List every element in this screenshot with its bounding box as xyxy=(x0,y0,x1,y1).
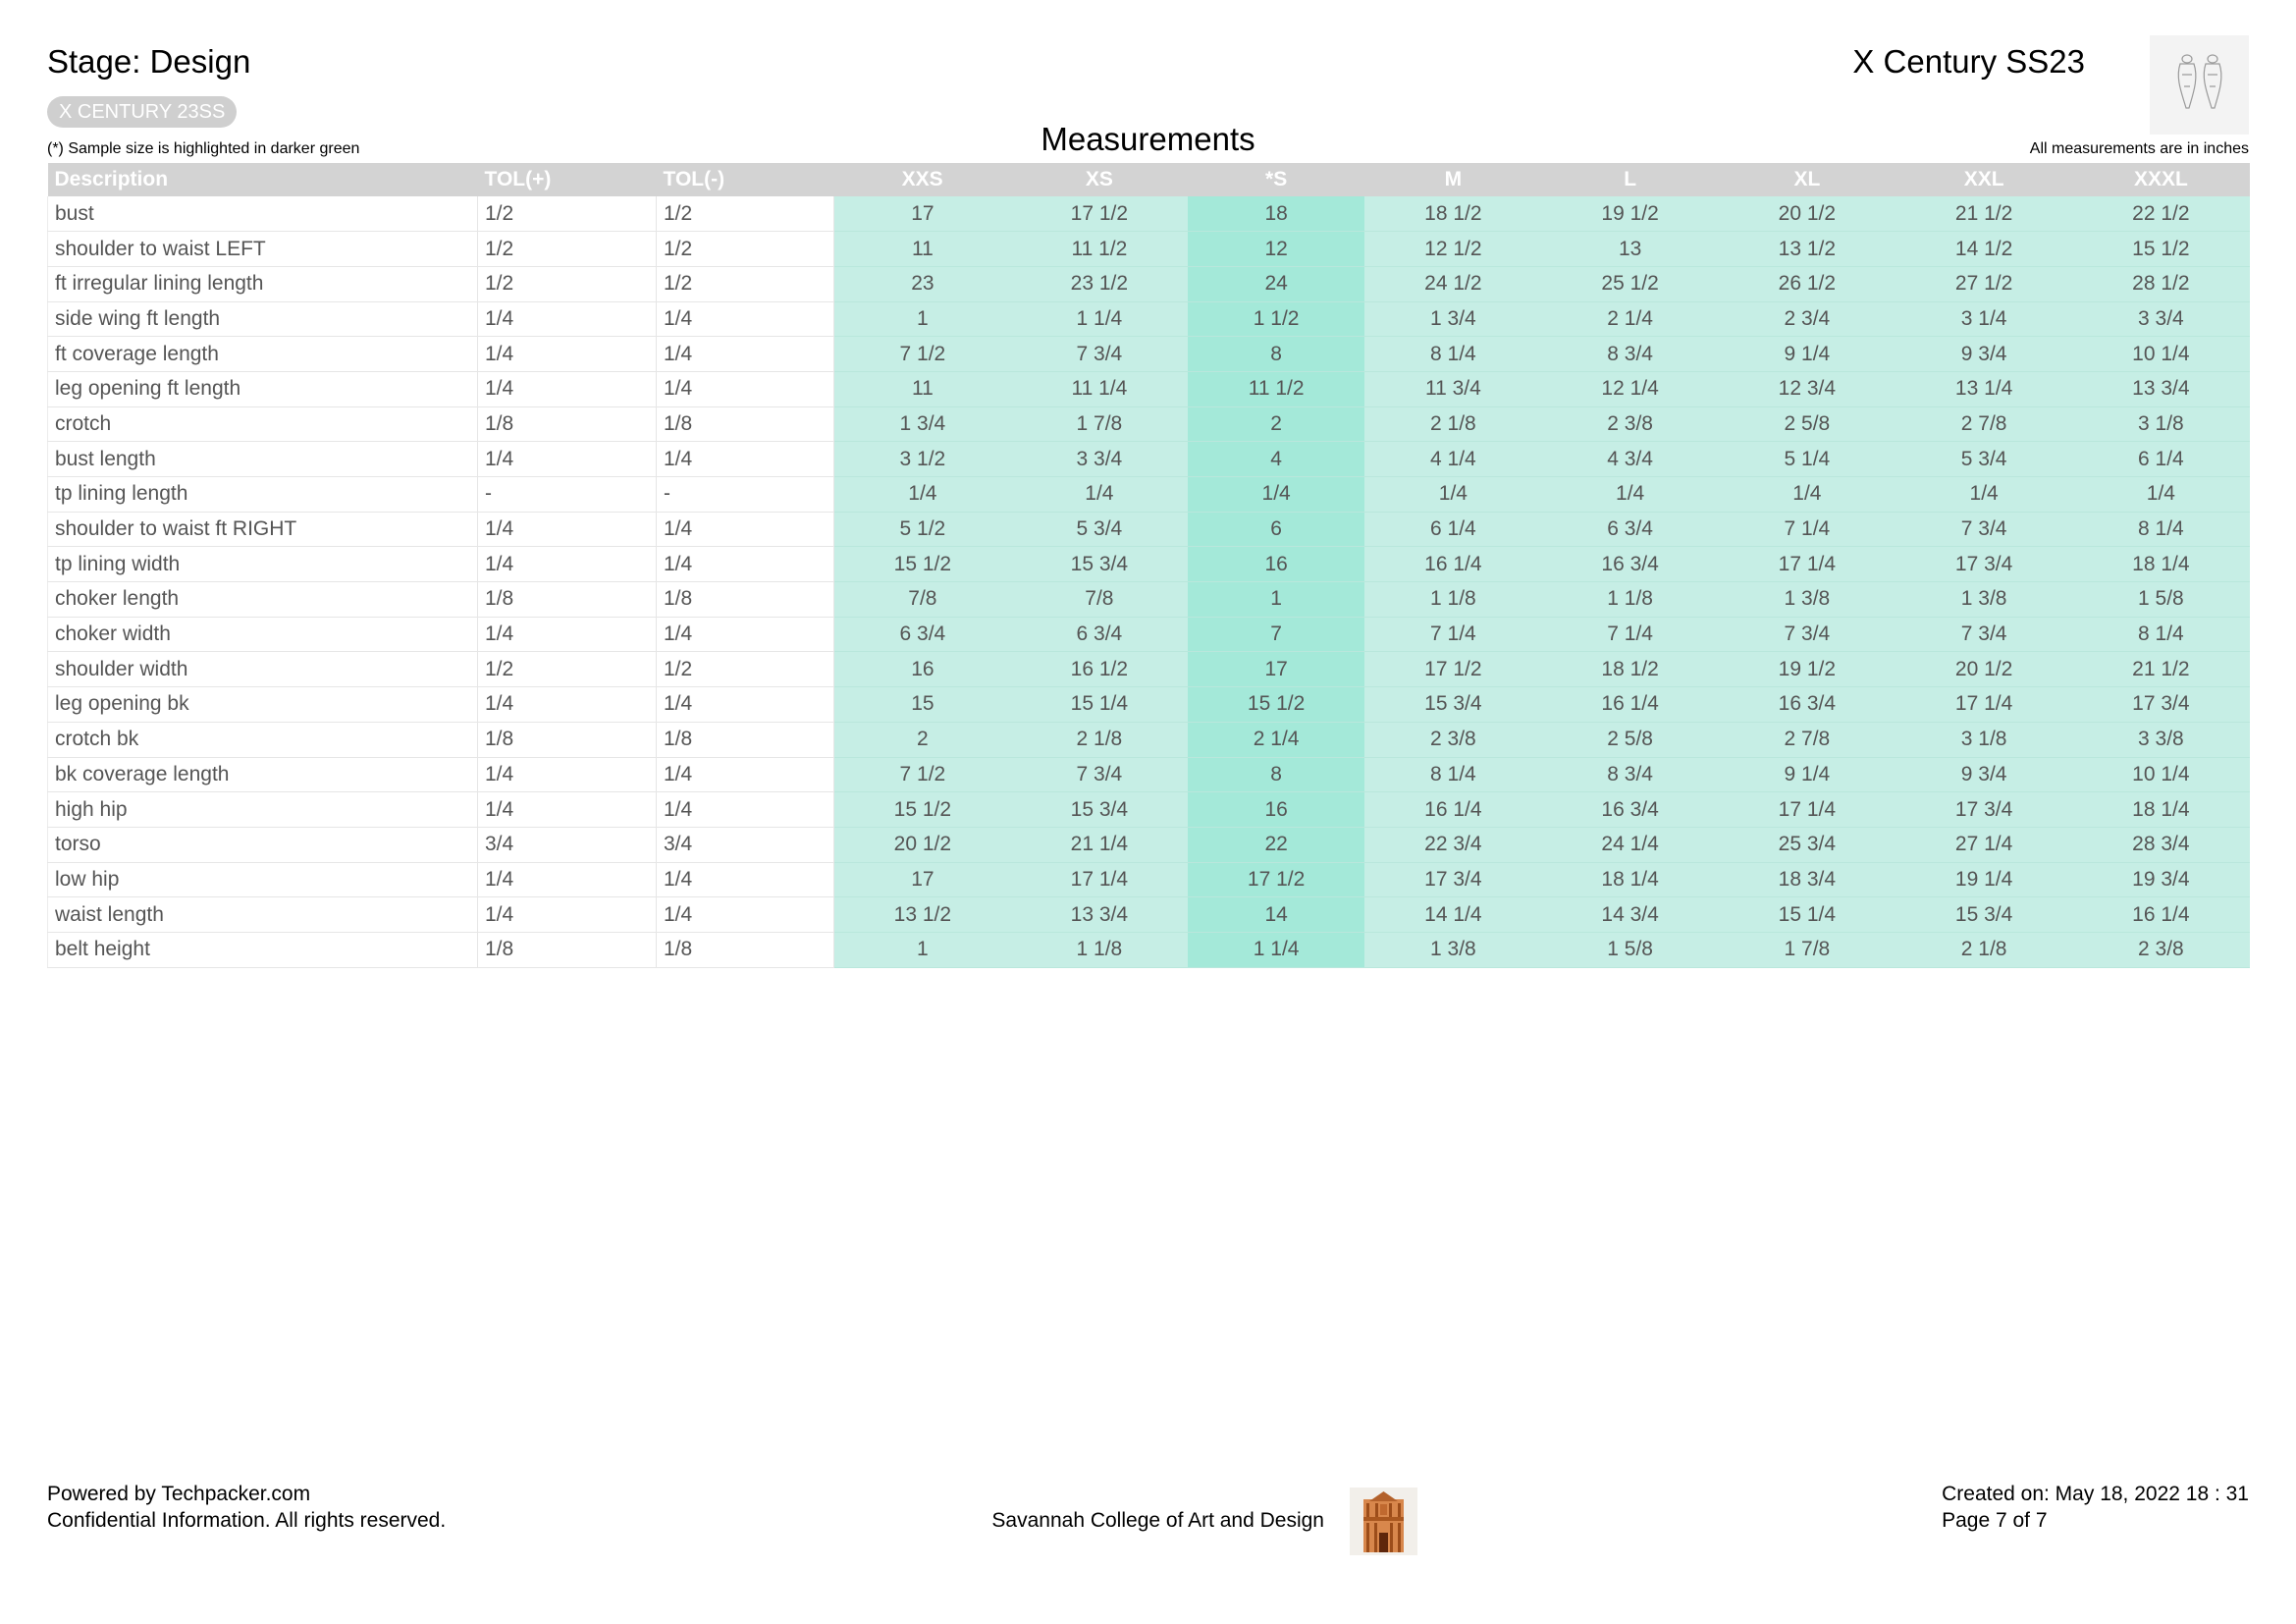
size-cell-xxl: 21 1/2 xyxy=(1896,196,2072,232)
size-cell-xl: 17 1/4 xyxy=(1719,792,1896,828)
size-cell-xxxl: 15 1/2 xyxy=(2072,232,2249,267)
size-cell-xxxl: 22 1/2 xyxy=(2072,196,2249,232)
size-cell-xs: 5 3/4 xyxy=(1011,512,1188,547)
size-cell-xxs: 15 1/2 xyxy=(834,547,1011,582)
size-cell-xs: 15 3/4 xyxy=(1011,792,1188,828)
size-cell-m: 1 1/8 xyxy=(1364,582,1541,618)
description-cell: bust length xyxy=(48,442,478,477)
size-cell-m: 24 1/2 xyxy=(1364,266,1541,301)
column-header-xs: XS xyxy=(1011,163,1188,196)
sample-size-note: (*) Sample size is highlighted in darker green xyxy=(47,140,360,157)
size-cell-xxl: 9 3/4 xyxy=(1896,757,2072,792)
size-cell-s-sample: 17 xyxy=(1188,652,1364,687)
size-cell-xxl: 17 3/4 xyxy=(1896,547,2072,582)
table-row xyxy=(48,232,2250,267)
size-cell-m: 16 1/4 xyxy=(1364,547,1541,582)
column-header-xxs: XXS xyxy=(834,163,1011,196)
column-header-xl: XL xyxy=(1719,163,1896,196)
size-cell-xxs: 13 1/2 xyxy=(834,897,1011,933)
size-cell-xl: 9 1/4 xyxy=(1719,757,1896,792)
size-cell-l: 24 1/4 xyxy=(1542,827,1719,862)
size-cell-m: 8 1/4 xyxy=(1364,757,1541,792)
size-cell-xl: 1 7/8 xyxy=(1719,932,1896,967)
size-cell-xxs: 7 1/2 xyxy=(834,337,1011,372)
table-row xyxy=(48,862,2250,897)
tol-minus-cell: 1/4 xyxy=(657,897,834,933)
size-cell-xl: 9 1/4 xyxy=(1719,337,1896,372)
tol-plus-cell: 1/4 xyxy=(478,547,657,582)
size-cell-xxl: 9 3/4 xyxy=(1896,337,2072,372)
table-row xyxy=(48,477,2250,513)
size-cell-xxxl: 3 3/4 xyxy=(2072,301,2249,337)
table-body xyxy=(48,196,2250,967)
tol-plus-cell: 1/2 xyxy=(478,196,657,232)
size-cell-xxs: 17 xyxy=(834,862,1011,897)
tol-minus-cell: 1/4 xyxy=(657,301,834,337)
size-cell-xs: 21 1/4 xyxy=(1011,827,1188,862)
size-cell-xxs: 15 xyxy=(834,687,1011,723)
size-cell-xxl: 27 1/2 xyxy=(1896,266,2072,301)
column-header-description: Description xyxy=(48,163,478,196)
description-cell: waist length xyxy=(48,897,478,933)
size-cell-m: 1 3/8 xyxy=(1364,932,1541,967)
size-cell-xxs: 5 1/2 xyxy=(834,512,1011,547)
size-cell-xxxl: 8 1/4 xyxy=(2072,512,2249,547)
size-cell-xl: 2 3/4 xyxy=(1719,301,1896,337)
size-cell-m: 1/4 xyxy=(1364,477,1541,513)
size-cell-xxl: 3 1/8 xyxy=(1896,722,2072,757)
table-row xyxy=(48,897,2250,933)
description-cell: tp lining width xyxy=(48,547,478,582)
size-cell-m: 14 1/4 xyxy=(1364,897,1541,933)
size-cell-s-sample: 17 1/2 xyxy=(1188,862,1364,897)
table-header-row xyxy=(48,163,2250,196)
tol-minus-cell: 1/4 xyxy=(657,337,834,372)
tol-minus-cell: 1/4 xyxy=(657,862,834,897)
size-cell-l: 16 1/4 xyxy=(1542,687,1719,723)
size-cell-xxl: 14 1/2 xyxy=(1896,232,2072,267)
table-row xyxy=(48,757,2250,792)
size-cell-xs: 23 1/2 xyxy=(1011,266,1188,301)
description-cell: low hip xyxy=(48,862,478,897)
size-cell-s-sample: 1 1/4 xyxy=(1188,932,1364,967)
size-cell-xxs: 1 3/4 xyxy=(834,406,1011,442)
table-row xyxy=(48,827,2250,862)
size-cell-xs: 7 3/4 xyxy=(1011,337,1188,372)
size-cell-xxxl: 3 1/8 xyxy=(2072,406,2249,442)
page-number: Page 7 of 7 xyxy=(1942,1509,2048,1532)
size-cell-xs: 11 1/4 xyxy=(1011,371,1188,406)
size-cell-l: 2 3/8 xyxy=(1542,406,1719,442)
size-cell-xl: 7 3/4 xyxy=(1719,617,1896,652)
size-cell-l: 1/4 xyxy=(1542,477,1719,513)
size-cell-s-sample: 1 xyxy=(1188,582,1364,618)
garment-sketch-drawing xyxy=(2150,35,2249,135)
page-title: Measurements xyxy=(1041,121,1255,157)
table-row xyxy=(48,196,2250,232)
size-cell-xxl: 2 1/8 xyxy=(1896,932,2072,967)
size-cell-s-sample: 8 xyxy=(1188,757,1364,792)
description-cell: leg opening ft length xyxy=(48,371,478,406)
size-cell-xxxl: 19 3/4 xyxy=(2072,862,2249,897)
size-cell-xxxl: 2 3/8 xyxy=(2072,932,2249,967)
size-cell-m: 2 3/8 xyxy=(1364,722,1541,757)
description-cell: shoulder width xyxy=(48,652,478,687)
footer-right xyxy=(1942,1481,2249,1534)
size-cell-s-sample: 1/4 xyxy=(1188,477,1364,513)
size-cell-xxxl: 6 1/4 xyxy=(2072,442,2249,477)
tol-plus-cell: 1/8 xyxy=(478,406,657,442)
size-cell-xxs: 20 1/2 xyxy=(834,827,1011,862)
table-row xyxy=(48,687,2250,723)
size-cell-xl: 13 1/2 xyxy=(1719,232,1896,267)
size-cell-xxl: 2 7/8 xyxy=(1896,406,2072,442)
size-cell-xl: 17 1/4 xyxy=(1719,547,1896,582)
description-cell: shoulder to waist ft RIGHT xyxy=(48,512,478,547)
table-row xyxy=(48,582,2250,618)
tol-plus-cell: - xyxy=(478,477,657,513)
description-cell: shoulder to waist LEFT xyxy=(48,232,478,267)
column-header-tol: TOL(+) xyxy=(478,163,657,196)
table-row xyxy=(48,406,2250,442)
tol-minus-cell: 1/8 xyxy=(657,406,834,442)
size-cell-xxxl: 3 3/8 xyxy=(2072,722,2249,757)
table-row xyxy=(48,617,2250,652)
column-header-xxl: XXL xyxy=(1896,163,2072,196)
size-cell-s-sample: 24 xyxy=(1188,266,1364,301)
size-cell-xs: 3 3/4 xyxy=(1011,442,1188,477)
description-cell: ft irregular lining length xyxy=(48,266,478,301)
table-row xyxy=(48,547,2250,582)
description-cell: crotch xyxy=(48,406,478,442)
size-cell-m: 22 3/4 xyxy=(1364,827,1541,862)
size-cell-m: 8 1/4 xyxy=(1364,337,1541,372)
size-cell-m: 11 3/4 xyxy=(1364,371,1541,406)
tol-plus-cell: 1/8 xyxy=(478,582,657,618)
description-cell: bk coverage length xyxy=(48,757,478,792)
collection-title: X Century SS23 xyxy=(1852,43,2085,80)
size-cell-l: 4 3/4 xyxy=(1542,442,1719,477)
size-cell-m: 16 1/4 xyxy=(1364,792,1541,828)
size-cell-xs: 1/4 xyxy=(1011,477,1188,513)
tol-plus-cell: 1/2 xyxy=(478,266,657,301)
column-header-s-sample: *S xyxy=(1188,163,1364,196)
size-cell-xxl: 17 3/4 xyxy=(1896,792,2072,828)
tol-minus-cell: 1/4 xyxy=(657,512,834,547)
size-cell-xs: 15 1/4 xyxy=(1011,687,1188,723)
size-cell-l: 2 1/4 xyxy=(1542,301,1719,337)
size-cell-l: 19 1/2 xyxy=(1542,196,1719,232)
size-cell-xs: 16 1/2 xyxy=(1011,652,1188,687)
size-cell-xxxl: 1 5/8 xyxy=(2072,582,2249,618)
tol-minus-cell: - xyxy=(657,477,834,513)
size-cell-xxs: 6 3/4 xyxy=(834,617,1011,652)
size-cell-xxs: 1/4 xyxy=(834,477,1011,513)
size-cell-xxl: 17 1/4 xyxy=(1896,687,2072,723)
tol-minus-cell: 1/4 xyxy=(657,792,834,828)
size-cell-s-sample: 16 xyxy=(1188,792,1364,828)
college-building-logo-icon xyxy=(1350,1488,1417,1555)
size-cell-s-sample: 11 1/2 xyxy=(1188,371,1364,406)
size-cell-l: 1 1/8 xyxy=(1542,582,1719,618)
size-cell-xxxl: 17 3/4 xyxy=(2072,687,2249,723)
tol-minus-cell: 1/4 xyxy=(657,617,834,652)
size-cell-xs: 1 1/4 xyxy=(1011,301,1188,337)
table-row xyxy=(48,266,2250,301)
table-row xyxy=(48,371,2250,406)
size-cell-xl: 1 3/8 xyxy=(1719,582,1896,618)
size-cell-xl: 26 1/2 xyxy=(1719,266,1896,301)
description-cell: ft coverage length xyxy=(48,337,478,372)
size-cell-xxs: 3 1/2 xyxy=(834,442,1011,477)
size-cell-l: 18 1/2 xyxy=(1542,652,1719,687)
size-cell-l: 8 3/4 xyxy=(1542,757,1719,792)
size-cell-xl: 7 1/4 xyxy=(1719,512,1896,547)
size-cell-l: 12 1/4 xyxy=(1542,371,1719,406)
tol-minus-cell: 1/4 xyxy=(657,687,834,723)
column-header-m: M xyxy=(1364,163,1541,196)
size-cell-xxl: 7 3/4 xyxy=(1896,617,2072,652)
description-cell: tp lining length xyxy=(48,477,478,513)
tol-minus-cell: 1/4 xyxy=(657,547,834,582)
size-cell-l: 6 3/4 xyxy=(1542,512,1719,547)
size-cell-s-sample: 22 xyxy=(1188,827,1364,862)
size-cell-s-sample: 15 1/2 xyxy=(1188,687,1364,723)
tol-minus-cell: 1/2 xyxy=(657,196,834,232)
size-cell-s-sample: 14 xyxy=(1188,897,1364,933)
size-cell-l: 1 5/8 xyxy=(1542,932,1719,967)
created-on-timestamp: Created on: May 18, 2022 18 : 31 xyxy=(1942,1483,2249,1505)
tol-minus-cell: 1/4 xyxy=(657,442,834,477)
size-cell-l: 16 3/4 xyxy=(1542,792,1719,828)
size-cell-m: 15 3/4 xyxy=(1364,687,1541,723)
size-cell-xxs: 7 1/2 xyxy=(834,757,1011,792)
table-row xyxy=(48,652,2250,687)
size-cell-xs: 17 1/4 xyxy=(1011,862,1188,897)
size-cell-l: 2 5/8 xyxy=(1542,722,1719,757)
size-cell-xxxl: 10 1/4 xyxy=(2072,757,2249,792)
tol-plus-cell: 1/4 xyxy=(478,862,657,897)
size-cell-xl: 16 3/4 xyxy=(1719,687,1896,723)
table-row xyxy=(48,301,2250,337)
size-cell-m: 12 1/2 xyxy=(1364,232,1541,267)
size-cell-s-sample: 18 xyxy=(1188,196,1364,232)
organization-name: Savannah College of Art and Design xyxy=(991,1509,1324,1532)
size-cell-xs: 7 3/4 xyxy=(1011,757,1188,792)
size-cell-m: 18 1/2 xyxy=(1364,196,1541,232)
size-cell-xxs: 23 xyxy=(834,266,1011,301)
size-cell-xs: 7/8 xyxy=(1011,582,1188,618)
units-note: All measurements are in inches xyxy=(2029,140,2249,157)
table-row xyxy=(48,722,2250,757)
size-cell-xxl: 15 3/4 xyxy=(1896,897,2072,933)
size-cell-s-sample: 1 1/2 xyxy=(1188,301,1364,337)
size-cell-xs: 1 1/8 xyxy=(1011,932,1188,967)
size-cell-xs: 6 3/4 xyxy=(1011,617,1188,652)
size-cell-xxxl: 13 3/4 xyxy=(2072,371,2249,406)
tol-plus-cell: 1/4 xyxy=(478,617,657,652)
stage-label: Stage: Design xyxy=(47,43,251,80)
description-cell: side wing ft length xyxy=(48,301,478,337)
size-cell-m: 6 1/4 xyxy=(1364,512,1541,547)
size-cell-xxxl: 10 1/4 xyxy=(2072,337,2249,372)
size-cell-xxs: 17 xyxy=(834,196,1011,232)
tol-minus-cell: 1/4 xyxy=(657,371,834,406)
size-cell-xs: 15 3/4 xyxy=(1011,547,1188,582)
tol-plus-cell: 1/4 xyxy=(478,792,657,828)
size-cell-xl: 2 5/8 xyxy=(1719,406,1896,442)
tol-plus-cell: 1/2 xyxy=(478,232,657,267)
tol-plus-cell: 1/4 xyxy=(478,512,657,547)
size-cell-xxxl: 28 3/4 xyxy=(2072,827,2249,862)
size-cell-xxxl: 8 1/4 xyxy=(2072,617,2249,652)
size-cell-s-sample: 4 xyxy=(1188,442,1364,477)
table-row xyxy=(48,512,2250,547)
size-cell-l: 14 3/4 xyxy=(1542,897,1719,933)
size-cell-xxs: 11 xyxy=(834,371,1011,406)
measurements-table xyxy=(47,163,2250,968)
column-header-l: L xyxy=(1542,163,1719,196)
powered-by-text: Powered by Techpacker.com xyxy=(47,1483,311,1505)
size-cell-xxxl: 28 1/2 xyxy=(2072,266,2249,301)
collection-tag-badge: X CENTURY 23SS xyxy=(47,96,237,128)
tol-plus-cell: 1/4 xyxy=(478,371,657,406)
size-cell-xs: 11 1/2 xyxy=(1011,232,1188,267)
column-header-tol: TOL(-) xyxy=(657,163,834,196)
tol-plus-cell: 1/8 xyxy=(478,722,657,757)
size-cell-s-sample: 6 xyxy=(1188,512,1364,547)
size-cell-xl: 1/4 xyxy=(1719,477,1896,513)
description-cell: choker width xyxy=(48,617,478,652)
size-cell-l: 7 1/4 xyxy=(1542,617,1719,652)
tol-plus-cell: 1/4 xyxy=(478,337,657,372)
description-cell: bust xyxy=(48,196,478,232)
tol-minus-cell: 3/4 xyxy=(657,827,834,862)
size-cell-l: 18 1/4 xyxy=(1542,862,1719,897)
size-cell-xl: 19 1/2 xyxy=(1719,652,1896,687)
column-header-xxxl: XXXL xyxy=(2072,163,2249,196)
tol-minus-cell: 1/2 xyxy=(657,232,834,267)
college-logo-drawing xyxy=(1350,1488,1417,1555)
table-row xyxy=(48,932,2250,967)
size-cell-xxl: 7 3/4 xyxy=(1896,512,2072,547)
description-cell: leg opening bk xyxy=(48,687,478,723)
size-cell-s-sample: 2 xyxy=(1188,406,1364,442)
description-cell: choker length xyxy=(48,582,478,618)
size-cell-xxl: 3 1/4 xyxy=(1896,301,2072,337)
size-cell-xxl: 1 3/8 xyxy=(1896,582,2072,618)
size-cell-xxs: 15 1/2 xyxy=(834,792,1011,828)
garment-sketch-icon xyxy=(2150,35,2249,135)
size-cell-xl: 20 1/2 xyxy=(1719,196,1896,232)
tol-plus-cell: 1/4 xyxy=(478,301,657,337)
description-cell: high hip xyxy=(48,792,478,828)
size-cell-xxxl: 18 1/4 xyxy=(2072,547,2249,582)
size-cell-s-sample: 7 xyxy=(1188,617,1364,652)
size-cell-xxxl: 1/4 xyxy=(2072,477,2249,513)
size-cell-s-sample: 12 xyxy=(1188,232,1364,267)
size-cell-xxs: 7/8 xyxy=(834,582,1011,618)
table-row xyxy=(48,337,2250,372)
description-cell: crotch bk xyxy=(48,722,478,757)
size-cell-xs: 13 3/4 xyxy=(1011,897,1188,933)
size-cell-xl: 18 3/4 xyxy=(1719,862,1896,897)
table-row xyxy=(48,442,2250,477)
tol-minus-cell: 1/8 xyxy=(657,582,834,618)
size-cell-xl: 25 3/4 xyxy=(1719,827,1896,862)
tol-plus-cell: 3/4 xyxy=(478,827,657,862)
size-cell-m: 1 3/4 xyxy=(1364,301,1541,337)
size-cell-l: 16 3/4 xyxy=(1542,547,1719,582)
size-cell-m: 17 3/4 xyxy=(1364,862,1541,897)
tol-plus-cell: 1/4 xyxy=(478,897,657,933)
size-cell-xxxl: 18 1/4 xyxy=(2072,792,2249,828)
size-cell-xs: 1 7/8 xyxy=(1011,406,1188,442)
size-cell-s-sample: 2 1/4 xyxy=(1188,722,1364,757)
tol-minus-cell: 1/8 xyxy=(657,722,834,757)
size-cell-xxs: 1 xyxy=(834,932,1011,967)
size-cell-xxl: 19 1/4 xyxy=(1896,862,2072,897)
size-cell-l: 13 xyxy=(1542,232,1719,267)
description-cell: belt height xyxy=(48,932,478,967)
size-cell-xxs: 1 xyxy=(834,301,1011,337)
size-cell-xl: 15 1/4 xyxy=(1719,897,1896,933)
size-cell-s-sample: 8 xyxy=(1188,337,1364,372)
size-cell-l: 8 3/4 xyxy=(1542,337,1719,372)
size-cell-xl: 2 7/8 xyxy=(1719,722,1896,757)
size-cell-xxs: 16 xyxy=(834,652,1011,687)
size-cell-xxxl: 21 1/2 xyxy=(2072,652,2249,687)
size-cell-xxs: 11 xyxy=(834,232,1011,267)
size-cell-xxl: 5 3/4 xyxy=(1896,442,2072,477)
size-cell-l: 25 1/2 xyxy=(1542,266,1719,301)
tol-minus-cell: 1/2 xyxy=(657,266,834,301)
size-cell-xs: 17 1/2 xyxy=(1011,196,1188,232)
size-cell-xxl: 13 1/4 xyxy=(1896,371,2072,406)
size-cell-s-sample: 16 xyxy=(1188,547,1364,582)
size-cell-xxxl: 16 1/4 xyxy=(2072,897,2249,933)
size-cell-xs: 2 1/8 xyxy=(1011,722,1188,757)
size-cell-m: 2 1/8 xyxy=(1364,406,1541,442)
confidential-text: Confidential Information. All rights reserved. xyxy=(47,1509,447,1532)
tol-minus-cell: 1/2 xyxy=(657,652,834,687)
tol-plus-cell: 1/4 xyxy=(478,442,657,477)
size-cell-xxl: 27 1/4 xyxy=(1896,827,2072,862)
footer-left xyxy=(47,1481,446,1534)
size-cell-xxl: 1/4 xyxy=(1896,477,2072,513)
size-cell-xxl: 20 1/2 xyxy=(1896,652,2072,687)
tol-plus-cell: 1/4 xyxy=(478,757,657,792)
tol-plus-cell: 1/8 xyxy=(478,932,657,967)
tol-plus-cell: 1/2 xyxy=(478,652,657,687)
size-cell-m: 4 1/4 xyxy=(1364,442,1541,477)
tol-minus-cell: 1/4 xyxy=(657,757,834,792)
table-row xyxy=(48,792,2250,828)
tol-minus-cell: 1/8 xyxy=(657,932,834,967)
size-cell-xl: 5 1/4 xyxy=(1719,442,1896,477)
tol-plus-cell: 1/4 xyxy=(478,687,657,723)
size-cell-m: 7 1/4 xyxy=(1364,617,1541,652)
size-cell-xl: 12 3/4 xyxy=(1719,371,1896,406)
size-cell-xxs: 2 xyxy=(834,722,1011,757)
size-cell-m: 17 1/2 xyxy=(1364,652,1541,687)
description-cell: torso xyxy=(48,827,478,862)
